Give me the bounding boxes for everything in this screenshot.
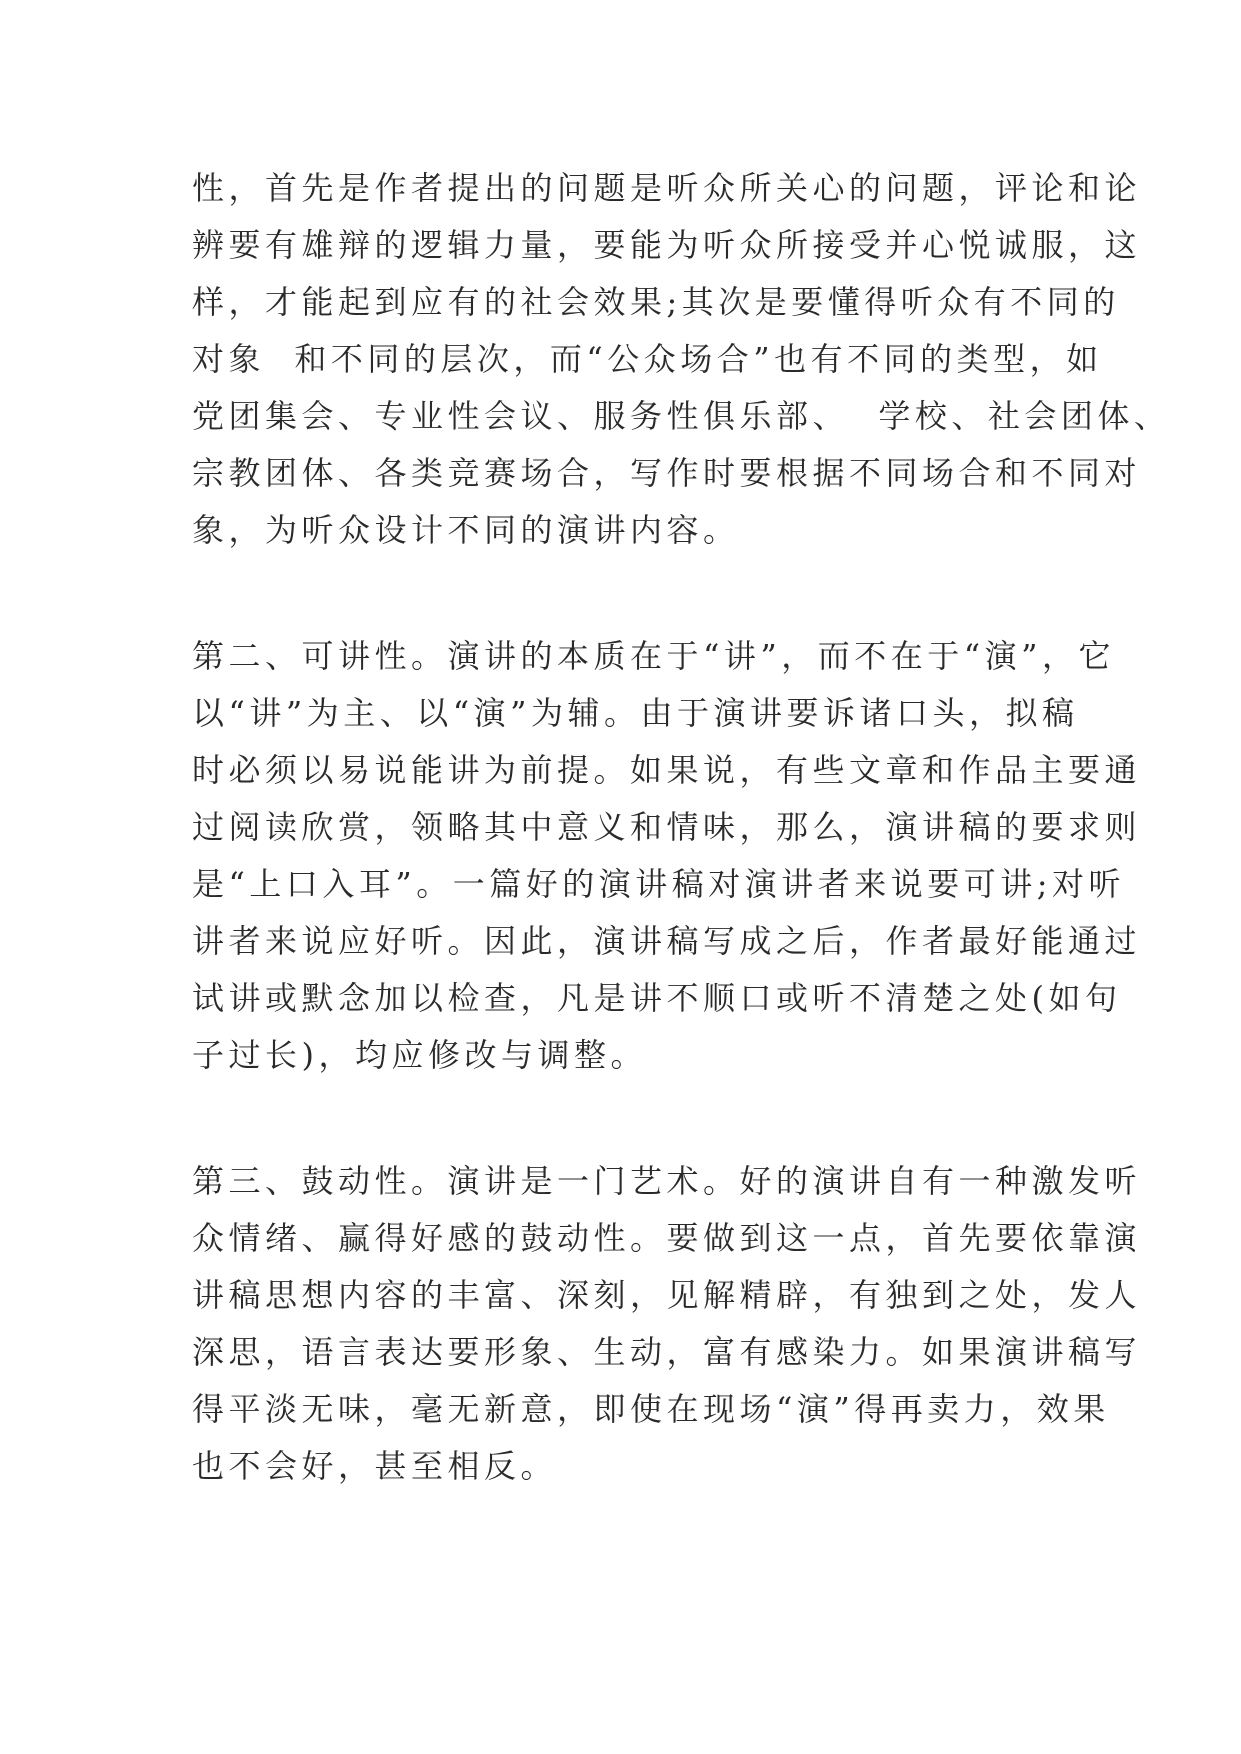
text-line: 得平淡无味，毫无新意，即使在现场“演”得再卖力，效果 [192, 1390, 1110, 1428]
text-line: 党团集会、专业性会议、服务性俱乐部、 学校、社会团体、 [192, 397, 1171, 435]
text-line: 过阅读欣赏，领略其中意义和情味，那么，演讲稿的要求则 [192, 808, 1142, 846]
text-line: 宗教团体、各类竞赛场合，写作时要根据不同场合和不同对 [192, 454, 1142, 492]
text-line: 第二、可讲性。演讲的本质在于“讲”，而不在于“演”，它 [192, 637, 1115, 675]
paragraph-gap [192, 1084, 1072, 1153]
paragraph-inspiration [192, 1153, 1142, 1495]
text-line: 试讲或默念加以检查，凡是讲不顺口或听不清楚之处(如句 [192, 979, 1122, 1017]
text-line: 对象 和不同的层次，而“公众场合”也有不同的类型，如 [192, 340, 1103, 378]
text-line: 讲稿思想内容的丰富、深刻，见解精辟，有独到之处，发人 [192, 1276, 1142, 1314]
text-line: 讲者来说应好听。因此，演讲稿写成之后，作者最好能通过 [192, 922, 1142, 960]
text-line: 深思，语言表达要形象、生动，富有感染力。如果演讲稿写 [192, 1333, 1142, 1371]
text-line: 也不会好，甚至相反。 [192, 1447, 558, 1485]
text-line: 子过长)，均应修改与调整。 [192, 1036, 647, 1074]
text-line: 以“讲”为主、以“演”为辅。由于演讲要诉诸口头，拟稿 [192, 694, 1079, 732]
paragraph-gap [192, 559, 1072, 628]
text-line: 时必须以易说能讲为前提。如果说，有些文章和作品主要通 [192, 751, 1142, 789]
text-line: 象，为听众设计不同的演讲内容。 [192, 511, 740, 549]
text-line: 样，才能起到应有的社会效果;其次是要懂得听众有不同的 [192, 283, 1120, 321]
text-line: 众情绪、赢得好感的鼓动性。要做到这一点，首先要依靠演 [192, 1219, 1142, 1257]
paragraph-speakability [192, 628, 1142, 1084]
document-body [192, 160, 1171, 1495]
text-line: 是“上口入耳”。一篇好的演讲稿对演讲者来说要可讲;对听 [192, 865, 1126, 903]
text-line: 辨要有雄辩的逻辑力量，要能为听众所接受并心悦诚服，这 [192, 226, 1142, 264]
text-line: 第三、鼓动性。演讲是一门艺术。好的演讲自有一种激发听 [192, 1162, 1142, 1200]
text-line: 性，首先是作者提出的问题是听众所关心的问题，评论和论 [192, 169, 1142, 207]
paragraph-audience-relevance [192, 160, 1171, 559]
